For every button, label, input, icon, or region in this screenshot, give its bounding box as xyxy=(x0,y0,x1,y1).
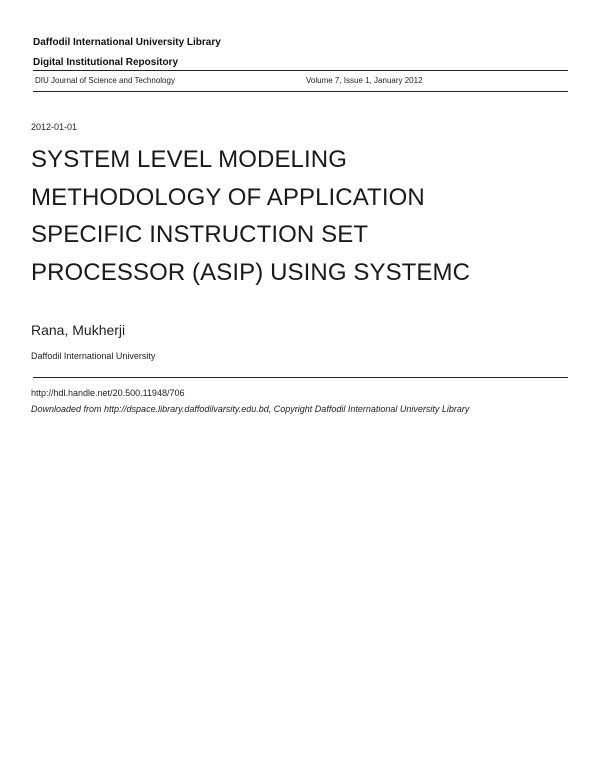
footer-divider xyxy=(33,377,568,378)
download-notice: Downloaded from http://dspace.library.daffodilvarsity.edu.bd, Copyright Daffodil International University Library xyxy=(31,404,470,414)
document-title xyxy=(31,141,571,291)
title-line: SPECIFIC INSTRUCTION SET xyxy=(31,221,369,248)
title-line: SYSTEM LEVEL MODELING xyxy=(31,146,347,173)
handle-link[interactable]: http://hdl.handle.net/20.500.11948/706 xyxy=(31,388,185,398)
header-divider-top xyxy=(33,70,568,71)
affiliation: Daffodil International University xyxy=(31,351,156,361)
library-name: Daffodil International University Library xyxy=(33,37,221,48)
publication-date: 2012-01-01 xyxy=(31,122,78,132)
volume-issue: Volume 7, Issue 1, January 2012 xyxy=(306,76,423,85)
title-line: PROCESSOR (ASIP) USING SYSTEMC xyxy=(31,258,471,286)
journal-name: DIU Journal of Science and Technology xyxy=(35,76,175,85)
header-divider-bottom xyxy=(33,91,568,92)
title-line: METHODOLOGY OF APPLICATION xyxy=(31,183,425,211)
repository-name: Digital Institutional Repository xyxy=(33,57,179,68)
authors: Rana, Mukherji xyxy=(31,322,126,338)
